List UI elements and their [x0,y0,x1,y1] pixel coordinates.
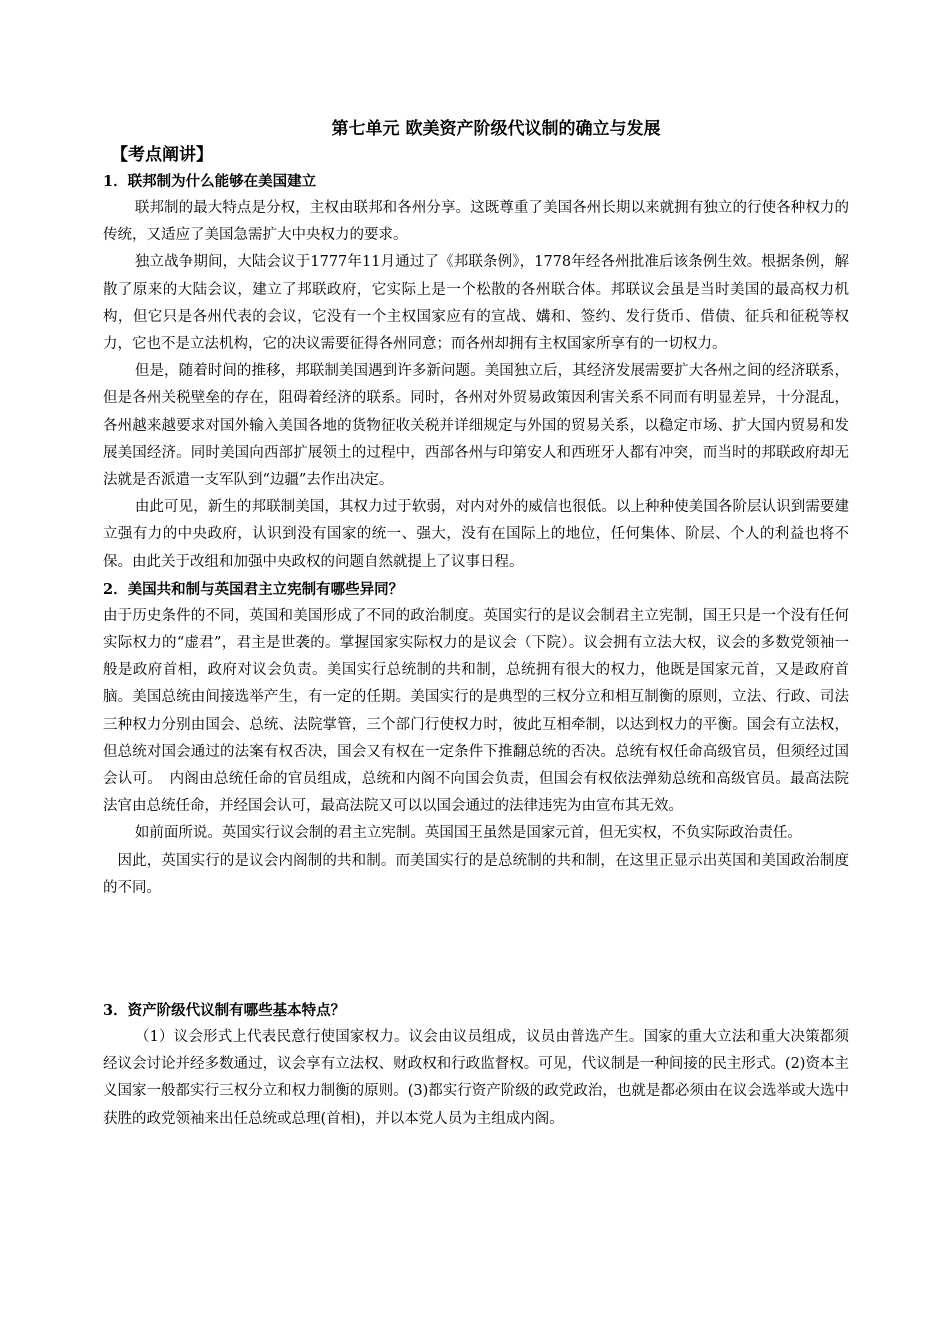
paragraph: 如前面所说。英国实行议会制的君主立宪制。英国国王虽然是国家元首，但无实权，不负实际政治责任。 [134,825,802,842]
section-heading: 3．资产阶级代议制有哪些基本特点？ [103,1002,346,1020]
paragraph: 独立战争期间，大陆会议于1777年11月通过了《邦联条例》，1778年经各州批准后该条例生效。根据条例，解散了原来的大陆会议，建立了邦联政府，它实际上是一个松散的各州联合体。邦联议会虽是当时美国的最高权力机构，但它只是各州代表的会议，它没有一个主权国家应有的宣战、媾和、签约、发行货币、借债、征兵和征税等权力，它也不是立法机构，它的决议需要征得各州同意；而各州却拥有主权国家所享有的一切权力。 [103,254,849,353]
paragraph: 但是，随着时间的推移，邦联制美国遇到许多新问题。美国独立后，其经济发展需要扩大各州之间的经济联系，但是各州关税壁垒的存在，阻碍着经济的联系。同时，各州对外贸易政策因利害关系不同而有明显差异，十分混乱，各州越来越要求对国外输入美国各地的货物征收关税并详细规定与外国的贸易关系，以稳定市场、扩大国内贸易和发展美国经济。同时美国向西部扩展领土的过程中，西部各州与印第安人和西班牙人都有冲突，而当时的邦联政府却无法就是否派遣一支军队到“边疆”去作出决定。 [103,363,849,489]
section-3 [103,997,849,1133]
section-2 [103,576,849,902]
section-heading: 2．美国共和制与英国君主立宪制有哪些异同？ [103,580,404,598]
paragraph: （1）议会形式上代表民意行使国家权力。议会由议员组成，议员由普选产生。国家的重大立法和重大决策都须经议会讨论并经多数通过，议会享有立法权、财政权和行政监督权。可见，代议制是一种间接的民主形式。(2)资本主义国家一般都实行三权分立和权力制衡的原则。(3)都实行资产阶级的政党政治，也就是都必须由在议会选举或大选中获胜的政党领袖来出任总统或总理(首相)，并以本党人员为主组成内阁。 [103,1029,849,1127]
paragraph: 由于历史条件的不同，英国和美国形成了不同的政治制度。英国实行的是议会制君主立宪制，国王只是一个没有任何实际权力的“虚君”，君主是世袭的。掌握国家实际权力的是议会（下院）。议会拥有立法大权，议会的多数党领袖一般是政府首相，政府对议会负责。美国实行总统制的共和制，总统拥有很大的权力，他既是国家元首，又是政府首脑。美国总统由间接选举产生，有一定的任期。美国实行的是典型的三权分立和相互制衡的原则，立法、行政、司法三种权力分别由国会、总统、法院掌管，三个部门行使权力时，彼此互相牵制，以达到权力的平衡。国会有立法权，但总统对国会通过的法案有权否决，国会又有权在一定条件下推翻总统的否决。总统有权任命高级官员，但须经过国会认可。 内阁由总统任命的官员组成，总统和内阁不向国会负责，但国会有权依法弹劾总统和高级官员。最高法院法官由总统任命，并经国会认可，最高法院又可以以国会通过的法律违宪为由宣布其无效。 [103,607,849,815]
spacer [103,902,849,997]
paragraph: 联邦制的最大特点是分权，主权由联邦和各州分享。这既尊重了美国各州长期以来就拥有独立的行使各种权力的传统，又适应了美国急需扩大中央权力的要求。 [103,200,849,244]
section-heading: 1．联邦制为什么能够在美国建立 [103,173,317,190]
document-page [103,116,849,1133]
page-title: 第七单元 欧美资产阶级代议制的确立与发展 [331,119,661,139]
section-1 [103,168,849,576]
section-tag: 【考点阐讲】 [111,145,213,165]
paragraph: 由此可见，新生的邦联制美国，其权力过于软弱，对内对外的威信也很低。以上种种使美国各阶层认识到需要建立强有力的中央政府，认识到没有国家的统一、强大，没有在国际上的地位，任何集体、阶层、个人的利益也将不保。由此关于改组和加强中央政权的问题自然就提上了议事日程。 [103,499,849,570]
paragraph: 因此，英国实行的是议会内阁制的共和制。而美国实行的是总统制的共和制，在这里正显示出英国和美国政治制度的不同。 [103,852,849,896]
